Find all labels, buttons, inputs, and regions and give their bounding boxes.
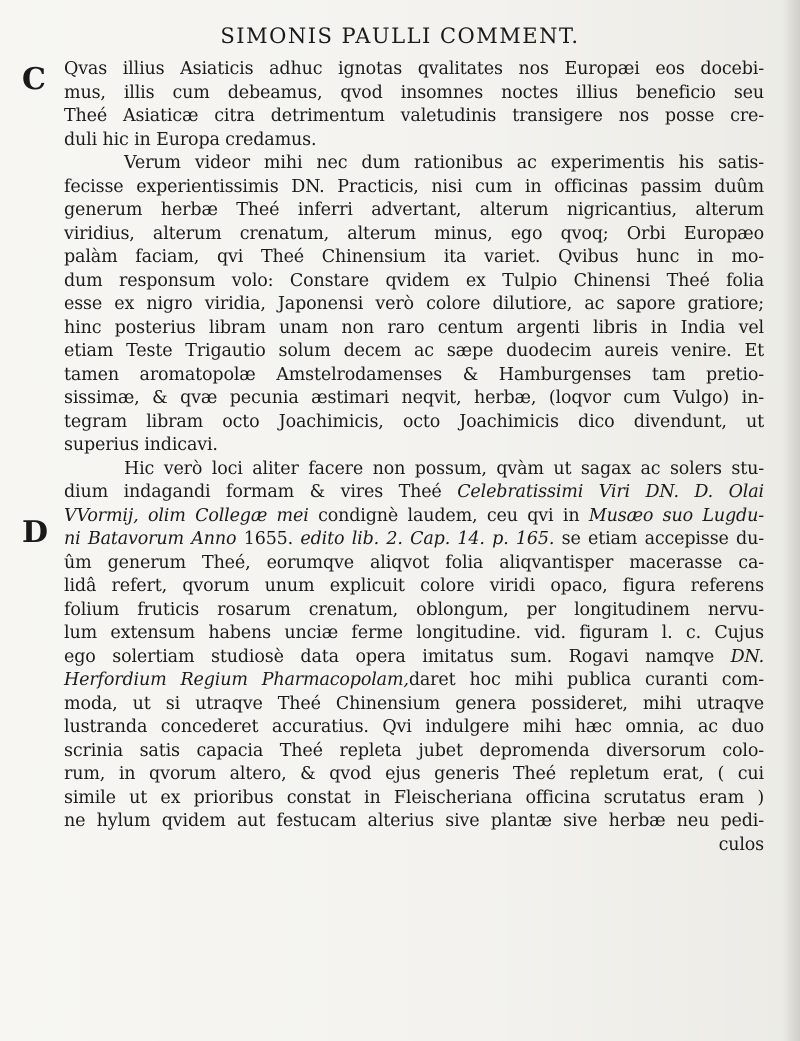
text-line: Hic verò loci aliter facere non possum, qvàm ut sagax ac solers stu- [124,458,764,479]
text-line: duli hic in Europa credamus. [64,129,317,150]
text-line: generum herbæ Theé inferri advertant, alterum nigricantius, alterum [64,200,764,220]
text-line: tegram libram octo Joachimicis, octo Joachimicis dico divendunt, ut [64,411,764,432]
text-line: Verum videor mihi nec dum rationibus ac experimentis his satis- [124,153,764,173]
text-line: VVormij, olim Collegæ mei condignè laudem, ceu qvi in Musæo suo Lugdu- [64,505,764,526]
signature-mark-d: D [22,515,49,550]
text-line: viridius, alterum crenatum, alterum minus, ego qvoq; Orbi Europæo [64,223,764,244]
body-text [64,58,764,857]
text-line: simile ut ex prioribus constat in Fleischeriana officina scrutatus eram ) [64,787,764,808]
text-line: mus, illis cum debeamus, qvod insomnes noctes illius beneficio seu [64,82,764,103]
text-line: ne hylum qvidem aut festucam alterius sive plantæ sive herbæ neu pedi- [64,811,764,831]
catchword: culos [718,834,764,855]
text-line: moda, ut si utraqve Theé Chinensium genera possideret, mihi utraqve [64,693,764,714]
text-line: hinc posterius libram unam non raro centum argenti libris in India vel [64,317,764,338]
text-line: dium indagandi formam & vires Theé Celebratissimi Viri DN. D. Olai [64,482,764,502]
text-line: ni Batavorum Anno 1655. edito lib. 2. Cap. 14. p. 165. se etiam accepisse du- [64,529,764,549]
binding-shadow [782,0,800,1041]
text-line: palàm faciam, qvi Theé Chinensium ita variet. Qvibus hunc in mo- [64,247,764,267]
text-line: rum, in qvorum altero, & qvod ejus generis Theé repletum erat, ( cui [64,764,764,784]
text-line: Theé Asiaticæ citra detrimentum valetudinis transigere nos posse cre- [64,106,764,126]
text-line: esse ex nigro viridia, Japonensi verò colore dilutiore, ac sapore gratiore; [64,294,764,314]
text-line: scrinia satis capacia Theé repleta jubet depromenda diversorum colo- [64,740,764,761]
text-line: Qvas illius Asiaticis adhuc ignotas qvalitates nos Europæi eos docebi- [64,59,764,79]
text-line: ûm generum Theé, eorumqve aliqvot folia aliqvantisper macerasse ca- [64,552,764,573]
text-line: ego solertiam studiosè data opera imitatus sum. Rogavi namqve DN. [64,646,764,667]
running-head: SIMONIS PAULLI COMMENT. [220,24,580,48]
text-line: sissimæ, & qvæ pecunia æstimari neqvit, herbæ, (loqvor cum Vulgo) in- [64,388,764,408]
text-line: lum extensum habens unciæ ferme longitudine. vid. figuram l. c. Cujus [64,623,764,643]
text-line: dum responsum volo: Constare qvidem ex Tulpio Chinensi Theé folia [64,270,764,291]
text-line: Herfordium Regium Pharmacopolam,daret hoc mihi publica curanti com- [64,670,765,690]
signature-mark-c: C [22,62,46,97]
text-line: lustranda concederet accuratius. Qvi indulgere mihi hæc omnia, ac duo [64,717,764,737]
text-line: etiam Teste Trigautio solum decem ac sæpe duodecim aureis venire. Et [64,341,764,361]
text-line: superius indicavi. [64,435,218,455]
text-line: folium fruticis rosarum crenatum, oblongum, per longitudinem nervu- [64,599,764,620]
text-line: tamen aromatopolæ Amstelrodamenses & Hamburgenses tam pretio- [64,364,764,385]
text-line: lidâ refert, qvorum unum explicuit colore viridi opaco, figura referens [64,576,764,596]
text-line: fecisse experientissimis DN. Practicis, nisi cum in officinas passim duûm [64,176,764,197]
